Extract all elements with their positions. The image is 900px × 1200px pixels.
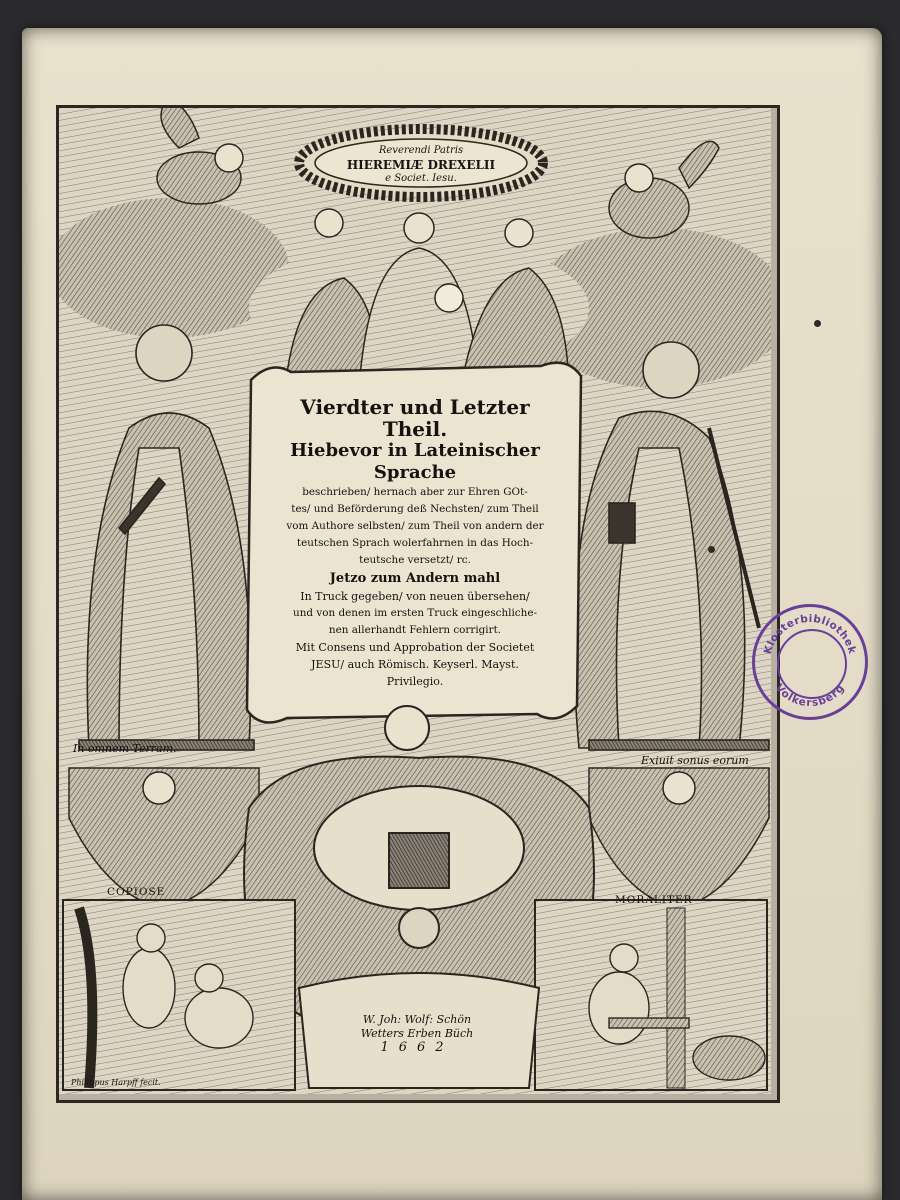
engraver-signature: Philippus Harpff fecit. (71, 1078, 161, 1087)
body-line: teutsche versetzt/ rc. (359, 554, 471, 566)
approbation-line: Mit Consens und Approbation der Societet (295, 641, 535, 654)
edition-line: Jetzo zum Andern mahl (329, 571, 501, 586)
stamp-lettering (752, 604, 868, 720)
title-line: Vierdter und Letzter Theil. (300, 395, 530, 441)
imprint-year: 1662 (380, 1040, 454, 1055)
left-panel-label: COPIOSE (107, 886, 166, 898)
approbation-line: JESU/ auch Römisch. Keyserl. Mayst. (311, 658, 519, 671)
publisher-imprint (337, 1013, 497, 1055)
body-line: tes/ und Beförderung deß Nechsten/ zum Theil (291, 503, 539, 515)
imprint-line: Wetters Erben Büch (360, 1027, 474, 1040)
binding-hole (708, 546, 715, 553)
engraved-frontispiece (56, 105, 780, 1103)
subtitle-line: Hiebevor in Lateinischer Sprache (290, 440, 540, 483)
body-line: vom Authore selbsten/ zum Theil von andern der (286, 520, 544, 532)
left-pedestal-motto: In omnem Terram. (73, 742, 177, 755)
author-prefix: Reverendi Patris (378, 145, 464, 156)
author-name: HIEREMIÆ DREXELII (346, 158, 496, 172)
title-scroll (265, 396, 565, 690)
author-wreath (321, 144, 521, 186)
author-order: e Societ. Iesu. (385, 173, 457, 184)
body-line: beschrieben/ hernach aber zur Ehren GOt- (302, 486, 528, 498)
body-line: teutschen Sprach wolerfahrnen in das Hoch- (296, 537, 534, 549)
body-line: nen allerhandt Fehlern corrigirt. (328, 624, 502, 636)
imprint-line: W. Joh: Wolf: Schön (362, 1013, 472, 1026)
right-pedestal-motto: Exiuit sonus eorum (641, 754, 749, 767)
body-line: und von denen im ersten Truck eingeschliche- (293, 607, 537, 619)
stamp-top-text: Klosterbibliothek (761, 612, 859, 656)
right-panel-label: MORALITER (615, 894, 693, 906)
library-stamp (752, 604, 868, 720)
privilege-line: Privilegio. (386, 675, 444, 688)
svg-text:Klosterbibliothek (762, 613, 858, 656)
binding-hole (814, 320, 821, 327)
body-line: In Truck gegeben/ von neuen übersehen/ (300, 590, 530, 603)
stamp-bottom-text: Volkersberg (772, 681, 848, 710)
svg-text:Volkersberg (773, 682, 848, 709)
